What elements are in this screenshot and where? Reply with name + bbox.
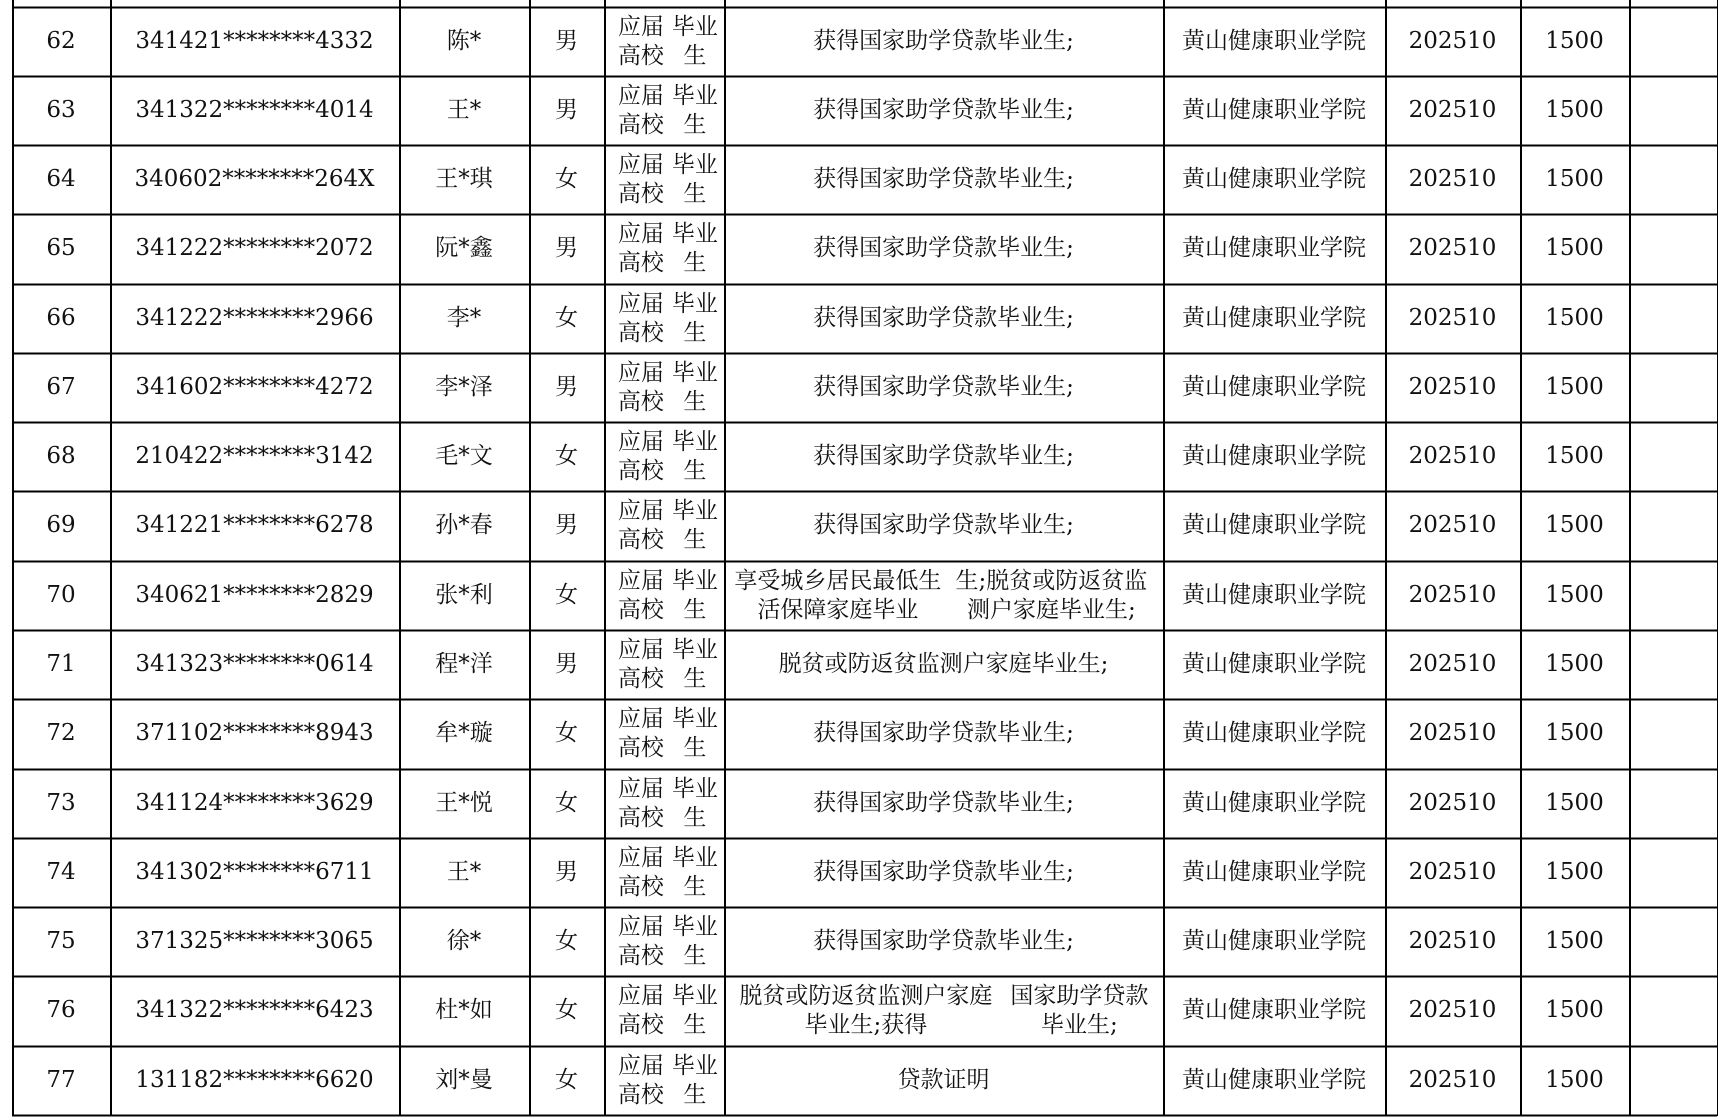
remarks-cell	[1629, 214, 1717, 283]
remarks-cell	[1629, 145, 1717, 214]
table-row	[12, 353, 1718, 422]
person-name-cell: 阮*鑫	[435, 235, 493, 261]
subsidy-amount-cell: 1500	[1545, 720, 1604, 746]
subsidy-amount-cell: 1500	[1545, 997, 1604, 1023]
row-number-cell: 62	[46, 28, 76, 54]
category-line: 毕业生	[671, 775, 718, 831]
table-row	[12, 284, 1718, 353]
period-cell: 202510	[1408, 720, 1497, 746]
school-name-cell: 黄山健康职业学院	[1182, 443, 1366, 469]
gender-cell: 男	[555, 97, 578, 123]
subsidy-amount-cell: 1500	[1545, 859, 1604, 885]
category-line: 毕业生	[671, 151, 718, 207]
subsidy-amount-cell: 1500	[1545, 582, 1604, 608]
row-number-cell: 72	[46, 720, 76, 746]
gender-cell: 女	[555, 790, 578, 816]
id-number-cell: 341322********4014	[135, 97, 374, 123]
person-name-cell: 程*洋	[435, 651, 493, 677]
id-number-cell: 341124********3629	[135, 790, 374, 816]
school-name-cell: 黄山健康职业学院	[1182, 582, 1366, 608]
period-cell: 202510	[1408, 374, 1497, 400]
remarks-cell	[1629, 699, 1717, 768]
eligibility-condition-cell: 获得国家助学贷款毕业生;	[813, 720, 1074, 746]
school-name-cell: 黄山健康职业学院	[1182, 1067, 1366, 1093]
school-name-cell: 黄山健康职业学院	[1182, 305, 1366, 331]
remarks-cell	[1629, 1046, 1717, 1115]
gender-cell: 女	[555, 997, 578, 1023]
person-name-cell: 刘*曼	[435, 1067, 493, 1093]
row-number-cell: 63	[46, 97, 76, 123]
eligibility-condition-cell: 获得国家助学贷款毕业生;	[813, 790, 1074, 816]
subsidy-amount-cell: 1500	[1545, 305, 1604, 331]
eligibility-condition-cell: 脱贫或防返贫监测户家庭毕业生;	[778, 651, 1109, 677]
school-name-cell: 黄山健康职业学院	[1182, 720, 1366, 746]
gender-cell: 女	[555, 443, 578, 469]
subsidy-amount-cell: 1500	[1545, 97, 1604, 123]
condition-line: 生;脱贫或防返贫监测户家庭毕业生;	[955, 567, 1148, 623]
category-line: 应届高校	[617, 705, 664, 761]
remarks-cell	[1629, 769, 1717, 838]
id-number-cell: 340621********2829	[135, 582, 374, 608]
gender-cell: 男	[555, 235, 578, 261]
school-name-cell: 黄山健康职业学院	[1182, 97, 1366, 123]
category-line: 应届高校	[617, 1052, 664, 1108]
table-row	[12, 630, 1718, 699]
category-line: 应届高校	[617, 497, 664, 553]
category-cell	[604, 491, 724, 560]
category-cell	[604, 353, 724, 422]
category-line: 应届高校	[617, 359, 664, 415]
table-row	[12, 76, 1718, 145]
person-name-cell: 牟*璇	[435, 720, 493, 746]
category-line: 毕业生	[671, 220, 718, 276]
eligibility-condition-cell: 获得国家助学贷款毕业生;	[813, 443, 1074, 469]
table-row	[12, 491, 1718, 560]
category-cell	[604, 145, 724, 214]
person-name-cell: 孙*春	[435, 512, 493, 538]
school-name-cell: 黄山健康职业学院	[1182, 859, 1366, 885]
category-cell	[604, 214, 724, 283]
school-name-cell: 黄山健康职业学院	[1182, 235, 1366, 261]
period-cell: 202510	[1408, 512, 1497, 538]
category-line: 应届高校	[617, 220, 664, 276]
category-line: 毕业生	[671, 82, 718, 138]
table-row	[12, 561, 1718, 630]
subsidy-amount-cell: 1500	[1545, 443, 1604, 469]
eligibility-condition-cell: 获得国家助学贷款毕业生;	[813, 928, 1074, 954]
id-number-cell: 341222********2966	[135, 305, 374, 331]
period-cell: 202510	[1408, 166, 1497, 192]
person-name-cell: 王*悦	[435, 790, 493, 816]
row-number-cell: 67	[46, 374, 76, 400]
category-line: 应届高校	[617, 636, 664, 692]
subsidy-amount-cell: 1500	[1545, 790, 1604, 816]
category-line: 毕业生	[671, 913, 718, 969]
gender-cell: 男	[555, 512, 578, 538]
table-row	[12, 214, 1718, 283]
category-line: 应届高校	[617, 13, 664, 69]
eligibility-condition-cell: 获得国家助学贷款毕业生;	[813, 859, 1074, 885]
category-line: 毕业生	[671, 359, 718, 415]
row-number-cell: 71	[46, 651, 76, 677]
remarks-cell	[1629, 491, 1717, 560]
id-number-cell: 210422********3142	[135, 443, 374, 469]
eligibility-condition-cell: 获得国家助学贷款毕业生;	[813, 374, 1074, 400]
gender-cell: 女	[555, 1067, 578, 1093]
category-cell	[604, 699, 724, 768]
person-name-cell: 陈*	[446, 28, 482, 54]
eligibility-condition-cell: 贷款证明	[897, 1067, 990, 1093]
gender-cell: 男	[555, 374, 578, 400]
gender-cell: 女	[555, 166, 578, 192]
id-number-cell: 341302********6711	[135, 859, 374, 885]
category-line: 毕业生	[671, 705, 718, 761]
remarks-cell	[1629, 561, 1717, 630]
school-name-cell: 黄山健康职业学院	[1182, 166, 1366, 192]
category-cell	[604, 907, 724, 976]
person-name-cell: 杜*如	[435, 997, 493, 1023]
eligibility-condition-cell: 获得国家助学贷款毕业生;	[813, 97, 1074, 123]
gender-cell: 男	[555, 859, 578, 885]
id-number-cell: 341421********4332	[135, 28, 374, 54]
remarks-cell	[1629, 838, 1717, 907]
row-number-cell: 73	[46, 790, 76, 816]
category-line: 毕业生	[671, 567, 718, 623]
row-number-cell: 77	[46, 1067, 76, 1093]
table-row	[12, 1046, 1718, 1115]
table-row	[12, 907, 1718, 976]
row-number-cell: 76	[46, 997, 76, 1023]
category-cell	[604, 1046, 724, 1115]
period-cell: 202510	[1408, 651, 1497, 677]
eligibility-condition-cell: 获得国家助学贷款毕业生;	[813, 512, 1074, 538]
table-row	[12, 7, 1718, 76]
person-name-cell: 张*利	[435, 582, 493, 608]
period-cell: 202510	[1408, 235, 1497, 261]
table-row	[12, 976, 1718, 1045]
eligibility-condition-cell: 获得国家助学贷款毕业生;	[813, 166, 1074, 192]
remarks-cell	[1629, 976, 1717, 1045]
category-line: 毕业生	[671, 290, 718, 346]
period-cell: 202510	[1408, 928, 1497, 954]
table-row	[12, 422, 1718, 491]
person-name-cell: 毛*文	[435, 443, 493, 469]
condition-line: 脱贫或防返贫监测户家庭毕业生;获得	[739, 982, 993, 1038]
row-number-cell: 65	[46, 235, 76, 261]
id-number-cell: 131182********6620	[135, 1067, 374, 1093]
category-cell	[604, 838, 724, 907]
row-number-cell: 69	[46, 512, 76, 538]
category-cell	[604, 630, 724, 699]
subsidy-amount-cell: 1500	[1545, 928, 1604, 954]
school-name-cell: 黄山健康职业学院	[1182, 374, 1366, 400]
condition-line: 国家助学贷款毕业生;	[1010, 982, 1149, 1038]
category-line: 毕业生	[671, 1052, 718, 1108]
category-line: 应届高校	[617, 913, 664, 969]
remarks-cell	[1629, 353, 1717, 422]
id-number-cell: 341322********6423	[135, 997, 374, 1023]
gender-cell: 女	[555, 305, 578, 331]
person-name-cell: 徐*	[446, 928, 482, 954]
row-number-cell: 68	[46, 443, 76, 469]
category-cell	[604, 7, 724, 76]
period-cell: 202510	[1408, 582, 1497, 608]
condition-line: 享受城乡居民最低生活保障家庭毕业	[734, 567, 942, 623]
remarks-cell	[1629, 422, 1717, 491]
category-line: 毕业生	[671, 636, 718, 692]
row-number-cell: 70	[46, 582, 76, 608]
category-cell	[604, 976, 724, 1045]
person-name-cell: 王*	[446, 859, 482, 885]
period-cell: 202510	[1408, 305, 1497, 331]
subsidy-amount-cell: 1500	[1545, 1067, 1604, 1093]
gender-cell: 女	[555, 582, 578, 608]
category-line: 应届高校	[617, 567, 664, 623]
period-cell: 202510	[1408, 28, 1497, 54]
category-cell	[604, 76, 724, 145]
person-name-cell: 王*琪	[435, 166, 493, 192]
subsidy-amount-cell: 1500	[1545, 512, 1604, 538]
person-name-cell: 王*	[446, 97, 482, 123]
category-line: 毕业生	[671, 428, 718, 484]
school-name-cell: 黄山健康职业学院	[1182, 997, 1366, 1023]
category-cell	[604, 769, 724, 838]
gender-cell: 男	[555, 651, 578, 677]
period-cell: 202510	[1408, 790, 1497, 816]
school-name-cell: 黄山健康职业学院	[1182, 28, 1366, 54]
eligibility-condition-cell: 获得国家助学贷款毕业生;	[813, 305, 1074, 331]
row-number-cell: 74	[46, 859, 76, 885]
gender-cell: 女	[555, 928, 578, 954]
subsidy-amount-cell: 1500	[1545, 374, 1604, 400]
category-cell	[604, 422, 724, 491]
gender-cell: 男	[555, 28, 578, 54]
category-cell	[604, 284, 724, 353]
category-line: 应届高校	[617, 982, 664, 1038]
gender-cell: 女	[555, 720, 578, 746]
category-line: 毕业生	[671, 982, 718, 1038]
period-cell: 202510	[1408, 443, 1497, 469]
category-line: 毕业生	[671, 497, 718, 553]
category-line: 毕业生	[671, 13, 718, 69]
category-line: 应届高校	[617, 290, 664, 346]
table-row	[12, 699, 1718, 768]
person-name-cell: 李*泽	[435, 374, 493, 400]
category-line: 应届高校	[617, 82, 664, 138]
subsidy-amount-cell: 1500	[1545, 235, 1604, 261]
period-cell: 202510	[1408, 1067, 1497, 1093]
id-number-cell: 341222********2072	[135, 235, 374, 261]
category-line: 应届高校	[617, 151, 664, 207]
table-row	[12, 145, 1718, 214]
id-number-cell: 341323********0614	[135, 651, 374, 677]
subsidy-amount-cell: 1500	[1545, 166, 1604, 192]
data-table	[12, 0, 1718, 1112]
row-number-cell: 66	[46, 305, 76, 331]
id-number-cell: 341221********6278	[135, 512, 374, 538]
person-name-cell: 李*	[446, 305, 482, 331]
eligibility-condition-cell: 获得国家助学贷款毕业生;	[813, 28, 1074, 54]
id-number-cell: 371102********8943	[135, 720, 374, 746]
subsidy-amount-cell: 1500	[1545, 28, 1604, 54]
category-cell	[604, 561, 724, 630]
remarks-cell	[1629, 284, 1717, 353]
remarks-cell	[1629, 630, 1717, 699]
eligibility-condition-cell	[724, 976, 1163, 1045]
id-number-cell: 371325********3065	[135, 928, 374, 954]
category-line: 应届高校	[617, 775, 664, 831]
school-name-cell: 黄山健康职业学院	[1182, 651, 1366, 677]
period-cell: 202510	[1408, 997, 1497, 1023]
period-cell: 202510	[1408, 859, 1497, 885]
school-name-cell: 黄山健康职业学院	[1182, 512, 1366, 538]
school-name-cell: 黄山健康职业学院	[1182, 790, 1366, 816]
eligibility-condition-cell: 获得国家助学贷款毕业生;	[813, 235, 1074, 261]
category-line: 毕业生	[671, 844, 718, 900]
row-number-cell: 64	[46, 166, 76, 192]
eligibility-condition-cell	[724, 561, 1163, 630]
remarks-cell	[1629, 76, 1717, 145]
table-row	[12, 838, 1718, 907]
id-number-cell: 340602********264X	[134, 166, 375, 192]
table-row	[12, 769, 1718, 838]
id-number-cell: 341602********4272	[135, 374, 374, 400]
period-cell: 202510	[1408, 97, 1497, 123]
row-number-cell: 75	[46, 928, 76, 954]
subsidy-amount-cell: 1500	[1545, 651, 1604, 677]
category-line: 应届高校	[617, 844, 664, 900]
remarks-cell	[1629, 7, 1717, 76]
category-line: 应届高校	[617, 428, 664, 484]
remarks-cell	[1629, 907, 1717, 976]
school-name-cell: 黄山健康职业学院	[1182, 928, 1366, 954]
